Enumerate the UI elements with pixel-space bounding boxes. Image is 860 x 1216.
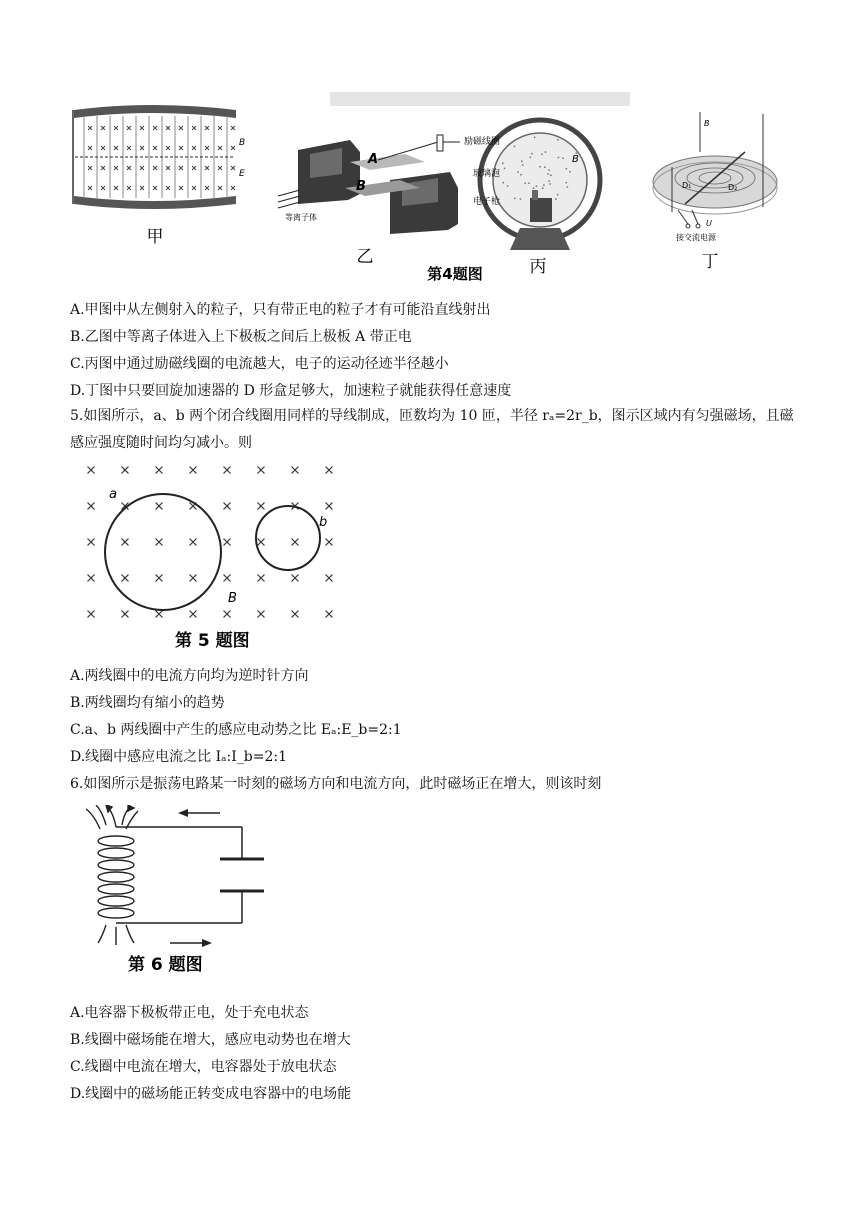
field-cross-mark [127, 166, 131, 170]
field-cross-mark [140, 166, 144, 170]
field-cross-mark [88, 467, 95, 474]
bing-bulb-label: 玻璃泡 [472, 169, 500, 179]
ding-source-label: 接交流电源 [676, 233, 716, 242]
field-cross-mark [292, 467, 299, 474]
field-cross-mark [205, 166, 209, 170]
field-cross-mark [179, 186, 183, 190]
field-dot [548, 169, 550, 171]
field-cross-mark [166, 166, 170, 170]
q5-option-d: D.线圈中感应电流之比 Iₐ:I_b=2:1 [70, 749, 288, 765]
field-cross-mark [166, 186, 170, 190]
q4-figure [60, 92, 820, 287]
field-cross-mark [218, 166, 222, 170]
inductor-coil [86, 805, 138, 945]
q5-stem: 5.如图所示，a、b 两个闭合线圈用同样的导线制成，匝数均为 10 匝，半径 rₐ=2r_b，图示区域内有匀强磁场，且磁感应强度随时间均匀减小。则 [70, 408, 794, 451]
field-cross-mark [114, 166, 118, 170]
yi-plasma-label: 等离子体 [285, 213, 317, 222]
field-dot [529, 156, 531, 158]
field-cross-mark [122, 467, 129, 474]
field-cross-mark [122, 575, 129, 582]
field-cross-mark [140, 186, 144, 190]
field-b-label: B [228, 591, 237, 606]
q5-figure-caption: 第 5 题图 [175, 631, 250, 651]
field-cross-mark [88, 166, 92, 170]
field-cross-mark [292, 575, 299, 582]
field-cross-mark [101, 166, 105, 170]
field-dot [544, 166, 546, 168]
field-cross-mark [231, 186, 235, 190]
field-cross-mark [179, 146, 183, 150]
field-dot [513, 145, 515, 147]
field-dot [557, 194, 559, 196]
ding-d2-label: D₂ [728, 183, 738, 192]
cropped-header-artifact [330, 92, 630, 106]
field-cross-mark [140, 126, 144, 130]
field-cross-mark [224, 575, 231, 582]
ding-field-label: B [704, 119, 710, 128]
coil-turn [98, 884, 134, 894]
field-cross-mark [190, 539, 197, 546]
q4-figure-caption: 第4题图 [427, 265, 483, 283]
field-dot [504, 167, 506, 169]
field-cross-mark [114, 186, 118, 190]
coil-b [256, 506, 320, 570]
q6-option-a: A.电容器下极板带正电，处于充电状态 [70, 1005, 309, 1021]
bing-coil-label: 励磁线圈 [463, 137, 500, 147]
field-cross-mark [156, 575, 163, 582]
panel-label-bing: 丙 [529, 257, 547, 277]
svg-text:B: B [239, 138, 246, 148]
field-dot [507, 185, 509, 187]
field-dot [545, 151, 547, 153]
q5-option-b: B.两线圈均有缩小的趋势 [70, 695, 225, 711]
field-cross-mark [190, 467, 197, 474]
field-cross-mark [101, 186, 105, 190]
field-cross-mark [179, 166, 183, 170]
field-dot [567, 186, 569, 188]
field-dot [534, 137, 536, 139]
field-dot [555, 198, 557, 200]
field-cross-mark [218, 126, 222, 130]
q6-option-d: D.线圈中的磁场能正转变成电容器中的电场能 [70, 1086, 352, 1102]
field-dot [543, 184, 545, 186]
field-cross-mark [192, 186, 196, 190]
field-cross-mark [88, 146, 92, 150]
field-cross-mark [153, 126, 157, 130]
field-cross-mark [88, 539, 95, 546]
field-cross-mark [231, 166, 235, 170]
q4-option-a: A.甲图中从左侧射入的粒子，只有带正电的粒子才有可能沿直线射出 [70, 302, 491, 318]
field-dot [547, 173, 549, 175]
field-cross-mark [231, 146, 235, 150]
field-dot [502, 182, 504, 184]
field-dot [542, 187, 544, 189]
field-dot [522, 164, 524, 166]
q6-option-c: C.线圈中电流在增大，电容器处于放电状态 [70, 1059, 337, 1075]
field-cross-mark [192, 166, 196, 170]
ding-u-label: U [706, 219, 712, 228]
field-cross-mark [88, 611, 95, 618]
field-cross-mark [156, 611, 163, 618]
q4-option-b: B.乙图中等离子体进入上下极板之间后上极板 A 带正电 [70, 329, 412, 345]
q4-option-c: C.丙图中通过励磁线圈的电流越大，电子的运动径迹半径越小 [70, 356, 449, 372]
field-dot [528, 182, 530, 184]
field-cross-mark [190, 611, 197, 618]
field-cross-mark [88, 503, 95, 510]
q6-figure-caption: 第 6 题图 [128, 955, 203, 975]
jia-velocity-selector [73, 105, 245, 209]
panel-label-yi: 乙 [356, 247, 374, 267]
field-dot [569, 171, 571, 173]
field-cross-mark [122, 611, 129, 618]
coil-turn [98, 872, 134, 882]
coil-turn [98, 860, 134, 870]
field-cross-mark [153, 146, 157, 150]
field-dot [550, 174, 552, 176]
field-cross-mark [127, 126, 131, 130]
q6-stem: 6.如图所示是振荡电路某一时刻的磁场方向和电流方向，此时磁场正在增大，则该时刻 [70, 776, 602, 792]
field-dot [535, 185, 537, 187]
panel-label-ding: 丁 [701, 252, 719, 272]
field-cross-mark [258, 575, 265, 582]
field-dot [565, 182, 567, 184]
field-cross-mark [205, 186, 209, 190]
ding-d1-label: D₁ [682, 181, 692, 190]
field-cross-mark [101, 126, 105, 130]
field-cross-mark [114, 126, 118, 130]
bing-field-label: B [572, 154, 579, 165]
field-dot [533, 187, 535, 189]
field-dot [514, 198, 516, 200]
coil-turn [98, 848, 134, 858]
coil-turn [98, 908, 134, 918]
field-cross-mark [218, 146, 222, 150]
svg-text:E: E [239, 169, 245, 179]
field-cross-mark [179, 126, 183, 130]
field-cross-mark [127, 146, 131, 150]
field-dot [524, 182, 526, 184]
panel-label-jia: 甲 [146, 227, 164, 247]
field-dot [520, 174, 522, 176]
q5-option-c: C.a、b 两线圈中产生的感应电动势之比 Eₐ:E_b=2:1 [70, 722, 402, 738]
field-cross-mark [153, 186, 157, 190]
yi-plate-b: B [356, 179, 366, 194]
field-cross-mark [326, 503, 333, 510]
field-cross-mark [292, 539, 299, 546]
field-dot [521, 160, 523, 162]
field-cross-mark [127, 186, 131, 190]
q6-figure [70, 805, 280, 980]
field-cross-mark [192, 126, 196, 130]
field-cross-mark [205, 146, 209, 150]
field-cross-mark [218, 186, 222, 190]
field-cross-mark [156, 539, 163, 546]
field-cross-mark [205, 126, 209, 130]
field-cross-mark [258, 503, 265, 510]
field-dot [548, 180, 550, 182]
field-dot [558, 157, 560, 159]
coil-turn [98, 836, 134, 846]
field-cross-mark [224, 539, 231, 546]
field-dot [502, 162, 504, 164]
q4-option-d: D.丁图中只要回旋加速器的 D 形盒足够大，加速粒子就能获得任意速度 [70, 383, 512, 399]
q5-option-a: A.两线圈中的电流方向均为逆时针方向 [70, 668, 309, 684]
field-cross-mark [192, 146, 196, 150]
current-arrow-bottom [202, 939, 212, 947]
field-cross-mark [156, 467, 163, 474]
field-cross-mark [140, 146, 144, 150]
field-cross-mark [114, 146, 118, 150]
field-cross-mark [292, 611, 299, 618]
field-cross-mark [88, 575, 95, 582]
field-cross-mark [224, 503, 231, 510]
q6-option-b: B.线圈中磁场能在增大，感应电动势也在增大 [70, 1032, 351, 1048]
field-cross-mark [88, 126, 92, 130]
field-cross-mark [231, 126, 235, 130]
field-cross-mark [258, 539, 265, 546]
field-dot [539, 166, 541, 168]
field-dot [531, 153, 533, 155]
field-dot [541, 153, 543, 155]
field-dot [557, 139, 559, 141]
field-cross-mark [190, 575, 197, 582]
ding-cyclotron [653, 112, 777, 228]
yi-plate-a: A [368, 152, 379, 167]
field-cross-mark [326, 575, 333, 582]
field-cross-mark [326, 467, 333, 474]
coil-b-label: b [319, 515, 328, 530]
field-cross-mark [166, 126, 170, 130]
field-cross-mark [101, 146, 105, 150]
current-arrow-top [178, 809, 188, 817]
field-cross-mark [326, 611, 333, 618]
field-dot [520, 198, 522, 200]
bing-gun-label: 电子枪 [472, 197, 500, 207]
field-cross-mark [153, 166, 157, 170]
coil-a-label: a [109, 487, 117, 502]
field-cross-mark [166, 146, 170, 150]
field-cross-mark [156, 503, 163, 510]
field-dot [562, 157, 564, 159]
field-cross-mark [224, 611, 231, 618]
field-dot [549, 183, 551, 185]
coil-a [105, 494, 221, 610]
field-cross-mark [224, 467, 231, 474]
field-dot [517, 171, 519, 173]
field-cross-mark [326, 539, 333, 546]
field-cross-mark [88, 186, 92, 190]
field-cross-mark [122, 539, 129, 546]
field-dot [565, 168, 567, 170]
q5-figure [70, 458, 370, 653]
coil-turn [98, 896, 134, 906]
field-cross-mark [258, 467, 265, 474]
field-cross-mark [258, 611, 265, 618]
